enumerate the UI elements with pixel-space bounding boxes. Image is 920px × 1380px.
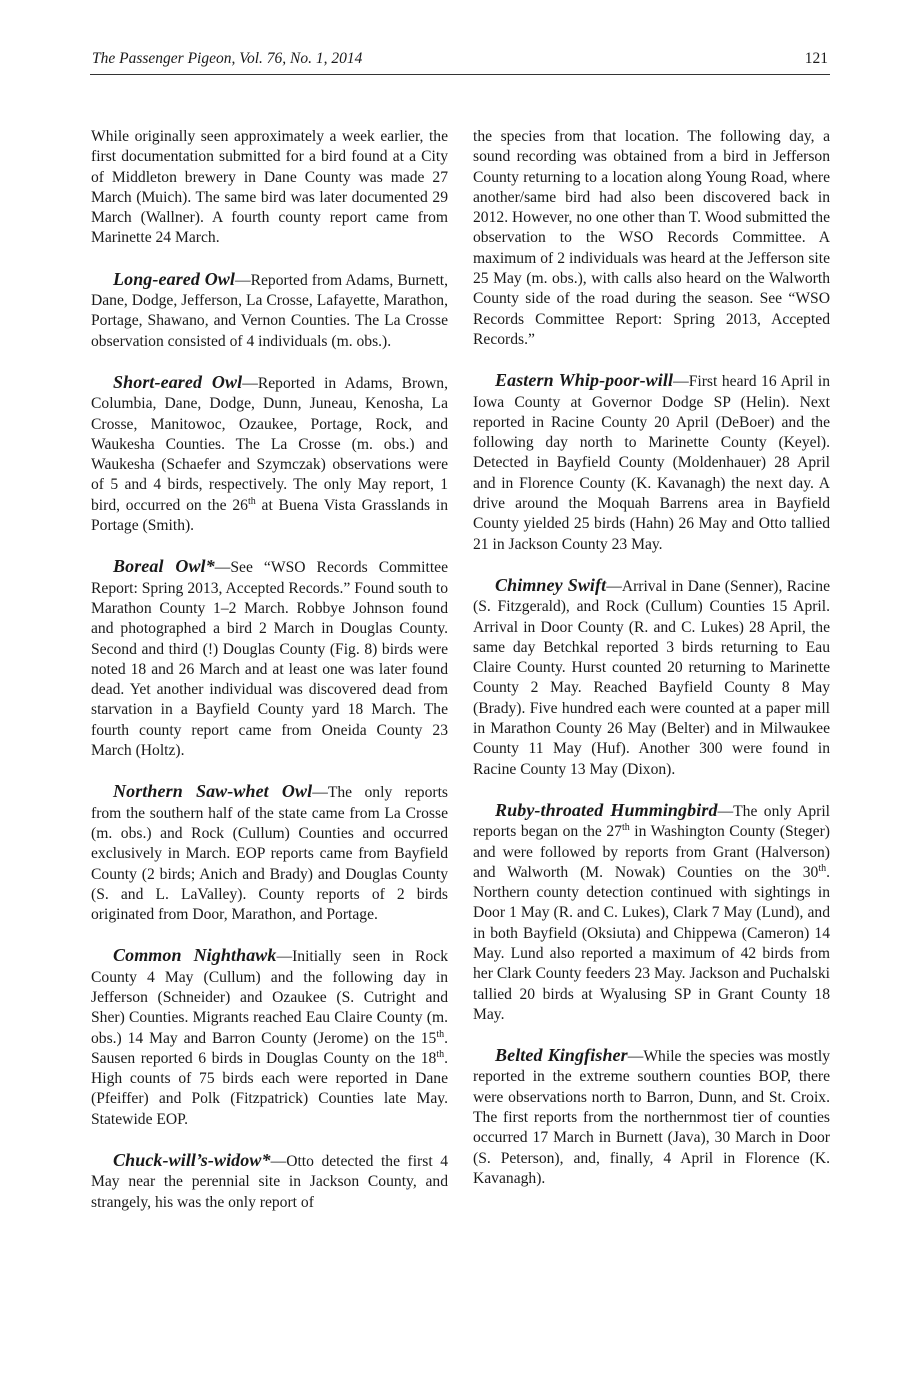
species-name: Northern Saw-whet Owl xyxy=(113,781,313,802)
species-text: —Initially seen in Rock County 4 May (Cullum) and the following day in Jefferson (Schneider) and Ozaukee (S. Cutright and Sher) Counties. Migrants reached Eau Claire County (m. obs.) 14 May and Barron County (Jerome) on the 15 xyxy=(91,948,448,1047)
species-text: —Reported from Adams, Burnett, Dane, Dodge, Jefferson, La Crosse, Lafayette, Marathon, Portage, Shawano, and Vernon Counties. The La Crosse observation consisted of 4 individuals (m. obs.). xyxy=(91,271,449,350)
intro-paragraph: While originally seen approximately a week earlier, the first documentation submitted for a bird found at a City of Middleton brewery in Dane County was made 27 March (Muich). The same bird was later documented 29 March (Wallner). A fourth county report came from Marinette 24 March. xyxy=(91,128,448,247)
species-text: —See “WSO Records Committee Report: Spring 2013, Accepted Records.” Found south to Marathon County 1–2 March. Robbye Johnson found and photographed a bird 2 March in Douglas County. Second and third (!) Douglas County (Fig. 8) birds were noted 18 and 26 March and at least one was later found dead. Yet another individual was discovered dead from starvation in a Bayfield County yard 18 March. The fourth county report came from Oneida County 23 March (Holtz). xyxy=(91,559,448,760)
species-text: —Reported in Adams, Brown, Columbia, Dane, Dodge, Dunn, Juneau, Kenosha, La Crosse, Manitowoc, Ozaukee, Portage, Rock, and Waukesha Counties. The La Crosse (m. obs.) and Waukesha (Schaefer and Szymczak) observations were of 5 and 4 birds, respectively. The only May report, 1 bird, occurred on the 26 xyxy=(91,374,449,514)
running-header xyxy=(92,50,828,74)
ordinal-suffix: th xyxy=(436,1028,445,1040)
journal-citation: The Passenger Pigeon, Vol. 76, No. 1, 2014 xyxy=(92,50,363,67)
left-column xyxy=(91,127,448,1233)
species-text: . Northern county detection continued with sightings in Door 1 May (R. and C. Lukes), Clark 7 May (Lund), and in both Bayfield (Oksiuta) and Chippewa (Cameron) 14 May. Lund also reported a maximum of 42 birds from her Clark County feeders 23 May. Jackson and Puchalski tallied 20 birds at Wyalusing SP in Grant County 18 May. xyxy=(473,863,830,1023)
species-text: . High counts of 75 birds each were reported in Dane (Pfeiffer) and Polk (Fitzpatrick) Counties late May. Statewide EOP. xyxy=(91,1049,448,1128)
species-name: Belted Kingfisher xyxy=(495,1045,628,1066)
species-account-boreal-owl xyxy=(91,556,448,761)
species-account-chuck-wills-widow xyxy=(91,1150,448,1213)
species-text: —Arrival in Dane (Senner), Racine (S. Fitzgerald), and Rock (Cullum) Counties 15 April. Arrival in Door County (R. and C. Lukes) 28 April, the same day Betchkal reported 3 birds returning to Eau Claire County. Hurst counted 20 returning to Marinette County 2 May. Reached Bayfield County 8 May (Brady). Five hundred each were counted at a paper mill in Marathon County 26 May (Belter) and in Milwaukee County 11 May (Huf). Another 300 were found in Racine County 13 May (Dixon). xyxy=(473,577,830,778)
ordinal-suffix: th xyxy=(621,822,630,834)
page-number: 121 xyxy=(804,50,828,67)
species-name: Common Nighthawk xyxy=(113,945,277,966)
species-name: Ruby-throated Hummingbird xyxy=(495,799,718,820)
species-name: Eastern Whip-poor-will xyxy=(495,370,674,391)
species-text: —The only April reports began on the 27 xyxy=(473,802,830,841)
species-text: in Washington County (Steger) and were followed by reports from Grant (Halverson) and Walworth (M. Nowak) Counties on the 30 xyxy=(473,823,830,881)
species-account-long-eared-owl xyxy=(91,269,448,352)
header-rule xyxy=(90,74,830,75)
species-name: Boreal Owl* xyxy=(113,556,215,577)
species-account-ruby-throated-hummingbird xyxy=(473,800,830,1025)
species-text: . Sausen reported 6 birds in Douglas County on the 18 xyxy=(91,1029,448,1067)
species-account-eastern-whip-poor-will xyxy=(473,370,830,555)
species-text: —While the species was mostly reported in the extreme southern counties BOP, there were observations north to Barron, Dunn, and St. Croix. The first reports from the northernmost tier of counties occurred 17 March in Burnett (Java), 30 March in Door (S. Peterson), and, finally, 4 April in Florence (K. Kavanagh). xyxy=(473,1048,830,1187)
species-name: Chimney Swift xyxy=(495,574,607,595)
species-name: Short-eared Owl xyxy=(113,371,243,392)
species-account-northern-saw-whet-owl xyxy=(91,781,448,925)
species-account-belted-kingfisher xyxy=(473,1045,830,1189)
ordinal-suffix: th xyxy=(436,1048,445,1060)
species-name: Long-eared Owl xyxy=(113,268,236,289)
species-account-chimney-swift xyxy=(473,575,830,780)
continuation-paragraph: the species from that location. The following day, a sound recording was obtained from a bird in Jefferson County returning to a location along Young Road, where another/same bird had also been discovered back in 2012. However, no one other than T. Wood submitted the observation to the WSO Records Committee. A maximum of 2 individuals was heard at the Jefferson site 25 May (m. obs.), with calls also heard on the Walworth County side of the road during the season. See “WSO Records Committee Report: Spring 2013, Accepted Records.” xyxy=(473,128,830,348)
species-account-common-nighthawk xyxy=(91,945,448,1130)
right-column xyxy=(473,127,830,1209)
species-account-short-eared-owl xyxy=(91,372,448,536)
species-text: at Buena Vista Grasslands in Portage (Smith). xyxy=(91,496,449,535)
species-name: Chuck-will’s-widow* xyxy=(113,1150,271,1171)
species-text: —First heard 16 April in Iowa County at Governor Dodge SP (Helin). Next reported in Racine County 20 April (DeBoer) and the following day north to Marinette County (Keyel). Detected in Bayfield County (Moldenhauer) 28 April and in Florence County (K. Kavanagh) the next day. A drive around the Moquah Barrens area in Bayfield County yielded 25 birds (Hahn) 26 May and Otto tallied 21 in Jackson County 23 May. xyxy=(473,373,830,553)
ordinal-suffix: th xyxy=(247,495,256,507)
species-text: —Otto detected the first 4 May near the perennial site in Jackson County, and strangely, his was the only report of xyxy=(91,1153,448,1211)
ordinal-suffix: th xyxy=(818,862,827,874)
species-text: —The only reports from the southern half of the state came from La Crosse (m. obs.) and Rock (Cullum) Counties and occurred exclusively in March. EOP reports came from Bayfield County (2 birds; Anich and Brady) and Douglas County (S. and L. LaValley). County reports of 2 birds originated from Door, Marathon, and Portage. xyxy=(91,784,448,924)
